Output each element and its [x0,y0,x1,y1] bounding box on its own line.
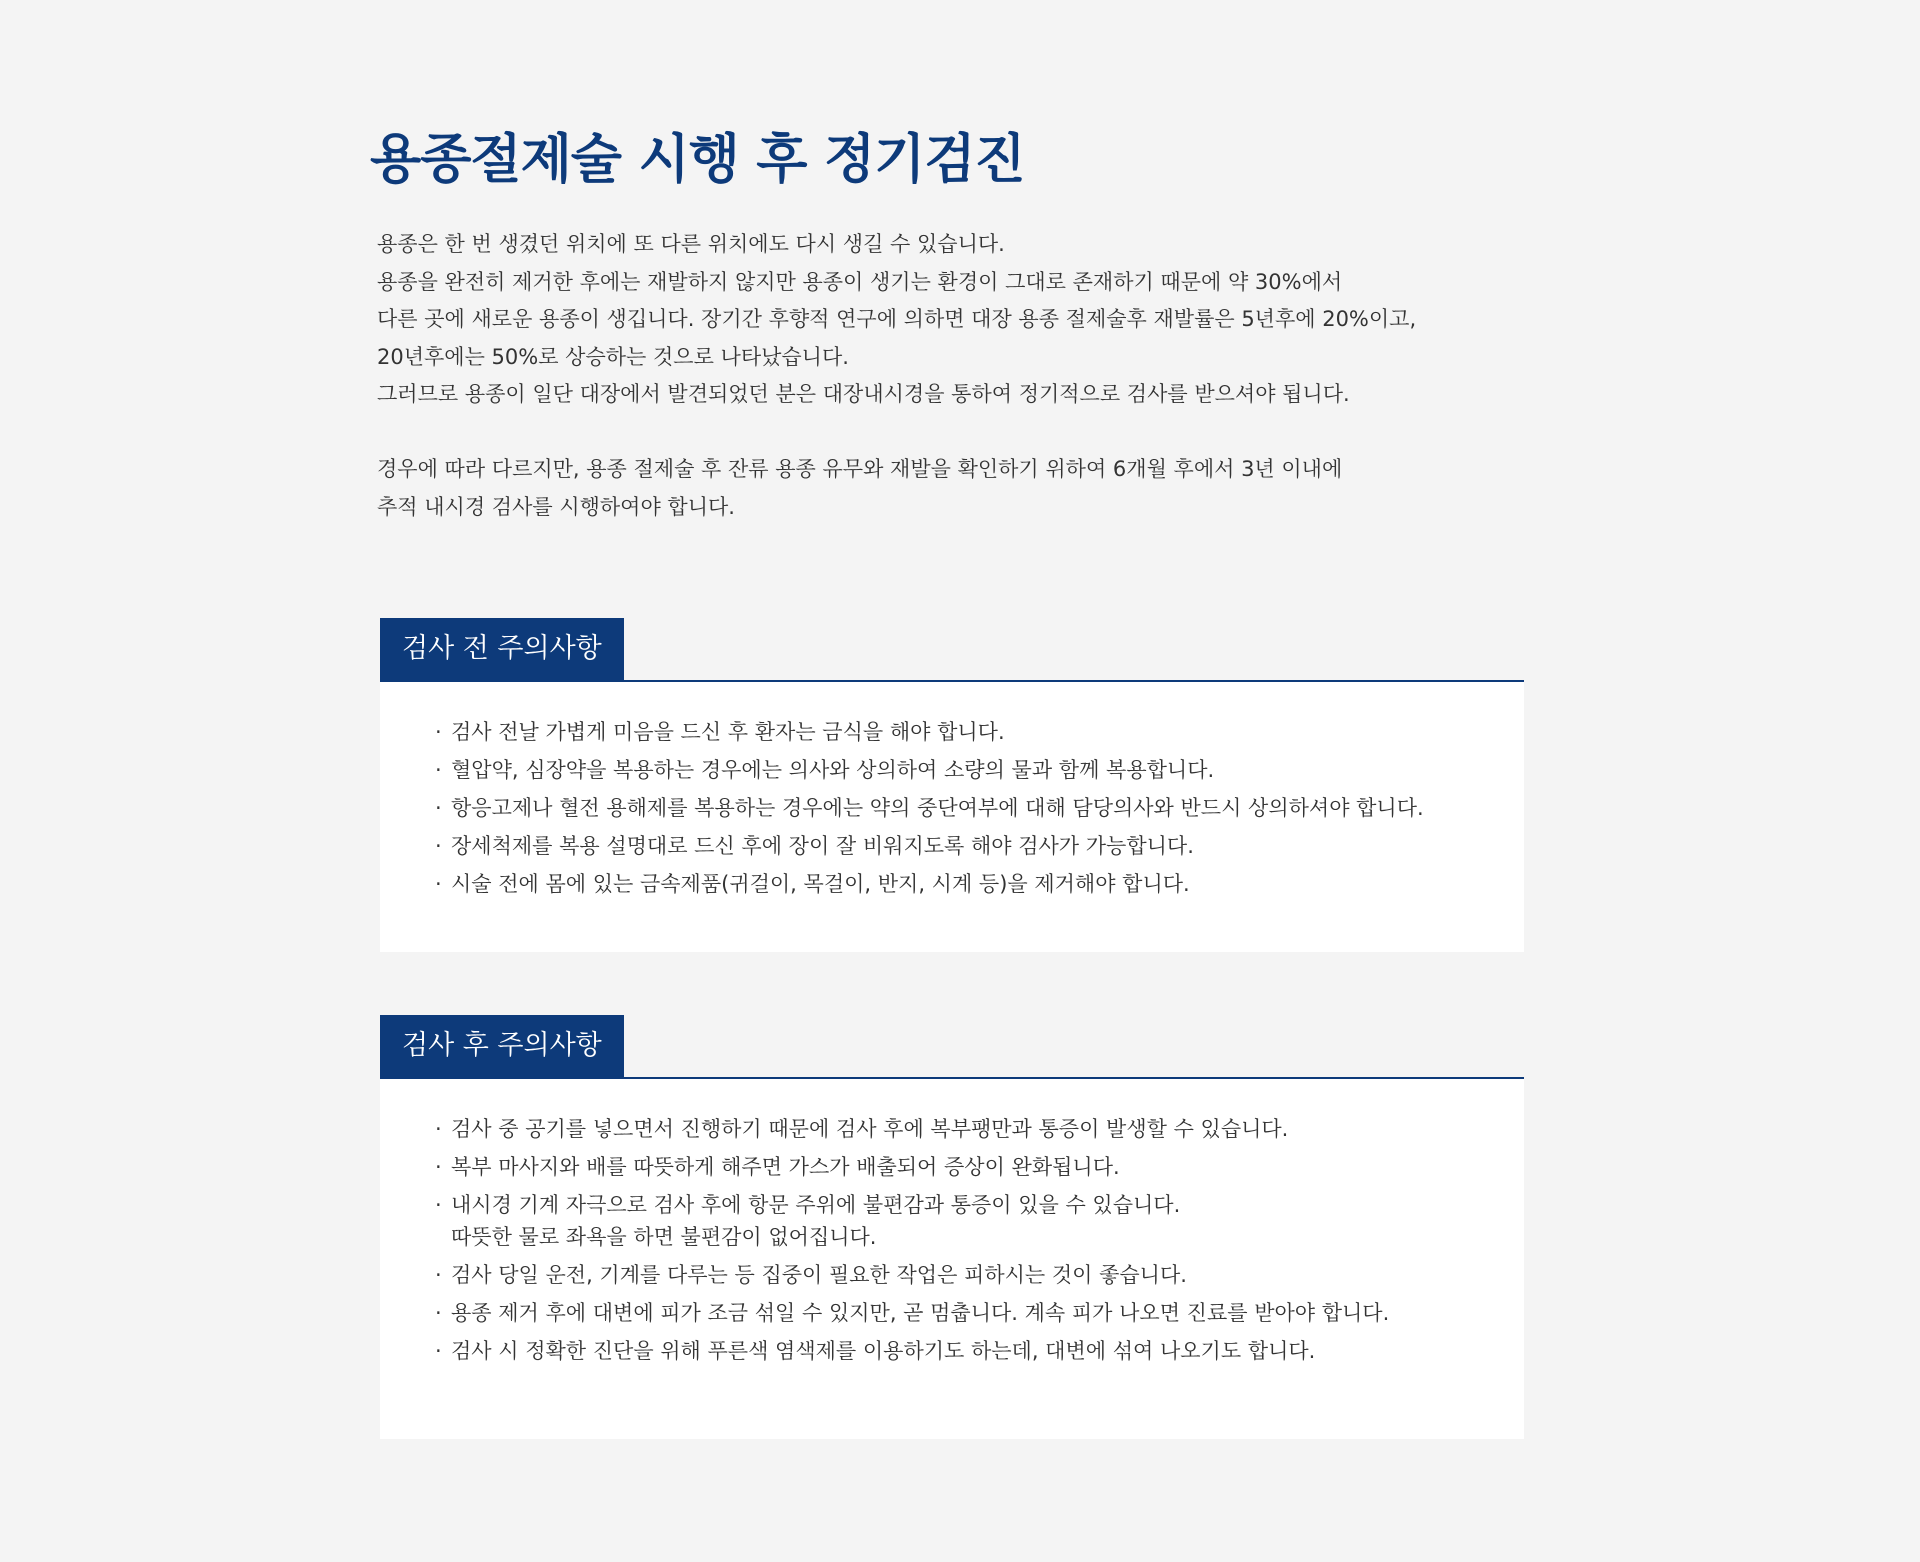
list-item-text: 용종 제거 후에 대변에 피가 조금 섞일 수 있지만, 곧 멈춥니다. 계속 피가 나오면 진료를 받아야 합니다. [451,1301,1390,1325]
bullet-dot: · [435,872,442,896]
paragraph-gap [377,414,1557,452]
list-item [435,830,1524,862]
bullet-dot: · [435,1193,442,1217]
list-item [435,1151,1524,1183]
intro-line: 20년후에는 50%로 상승하는 것으로 나타났습니다. [377,344,849,369]
bullet-dot: · [435,1339,442,1363]
list-item-text: 검사 전날 가볍게 미음을 드신 후 환자는 금식을 해야 합니다. [451,720,1005,744]
precaution-list [435,1113,1524,1367]
bullet-dot: · [435,834,442,858]
list-item [435,716,1524,748]
before-exam-section [380,618,1524,952]
list-item-subtext: 따뜻한 물로 좌욕을 하면 불편감이 없어집니다. [451,1225,877,1249]
bullet-dot: · [435,758,442,782]
bullet-dot: · [435,720,442,744]
list-item [435,1113,1524,1145]
after-exam-section [380,1015,1524,1439]
intro-line: 추적 내시경 검사를 시행하여야 합니다. [377,494,735,519]
list-item [435,754,1524,786]
bullet-dot: · [435,1301,442,1325]
section-body [380,682,1524,952]
intro-line: 다른 곳에 새로운 용종이 생깁니다. 장기간 후향적 연구에 의하면 대장 용종 절제술후 재발률은 5년후에 20%이고, [377,307,1417,331]
section-body [380,1079,1524,1439]
list-item-text: 내시경 기계 자극으로 검사 후에 항문 주위에 불편감과 통증이 있을 수 있습니다. [451,1193,1181,1217]
intro-text [377,226,1557,526]
list-item-text: 혈압약, 심장약을 복용하는 경우에는 의사와 상의하여 소량의 물과 함께 복용합니다. [451,758,1215,782]
list-item [435,868,1524,900]
section-heading: 검사 전 주의사항 [380,618,624,680]
list-item [435,792,1524,824]
list-item-text: 장세척제를 복용 설명대로 드신 후에 장이 잘 비워지도록 해야 검사가 가능합니다. [451,834,1194,858]
intro-line: 용종은 한 번 생겼던 위치에 또 다른 위치에도 다시 생길 수 있습니다. [377,232,1005,256]
bullet-dot: · [435,796,442,820]
intro-line: 그러므로 용종이 일단 대장에서 발견되었던 분은 대장내시경을 통하여 정기적으로 검사를 받으셔야 됩니다. [377,382,1350,406]
list-item-text: 복부 마사지와 배를 따뜻하게 해주면 가스가 배출되어 증상이 완화됩니다. [451,1155,1120,1179]
section-header [380,618,1524,682]
list-item-text: 검사 당일 운전, 기계를 다루는 등 집중이 필요한 작업은 피하시는 것이 좋습니다. [451,1263,1187,1287]
list-item [435,1335,1524,1367]
list-item-text: 항응고제나 혈전 용해제를 복용하는 경우에는 약의 중단여부에 대해 담당의사와 반드시 상의하셔야 합니다. [451,796,1424,820]
list-item [435,1297,1524,1329]
list-item [435,1259,1524,1291]
intro-line: 용종을 완전히 제거한 후에는 재발하지 않지만 용종이 생기는 환경이 그대로 존재하기 때문에 약 30%에서 [377,269,1343,294]
list-item [435,1189,1524,1253]
section-heading: 검사 후 주의사항 [380,1015,624,1077]
list-item-text: 검사 중 공기를 넣으면서 진행하기 때문에 검사 후에 복부팽만과 통증이 발생할 수 있습니다. [451,1117,1289,1141]
page-title: 용종절제술 시행 후 정기검진 [370,129,1025,190]
precaution-list [435,716,1524,900]
bullet-dot: · [435,1263,442,1287]
section-header [380,1015,1524,1079]
intro-line: 경우에 따라 다르지만, 용종 절제술 후 잔류 용종 유무와 재발을 확인하기 위하여 6개월 후에서 3년 이내에 [377,457,1343,481]
list-item-text: 시술 전에 몸에 있는 금속제품(귀걸이, 목걸이, 반지, 시계 등)을 제거해야 합니다. [451,872,1190,896]
list-item-text: 검사 시 정확한 진단을 위해 푸른색 염색제를 이용하기도 하는데, 대변에 섞여 나오기도 합니다. [451,1339,1316,1363]
bullet-dot: · [435,1117,442,1141]
bullet-dot: · [435,1155,442,1179]
